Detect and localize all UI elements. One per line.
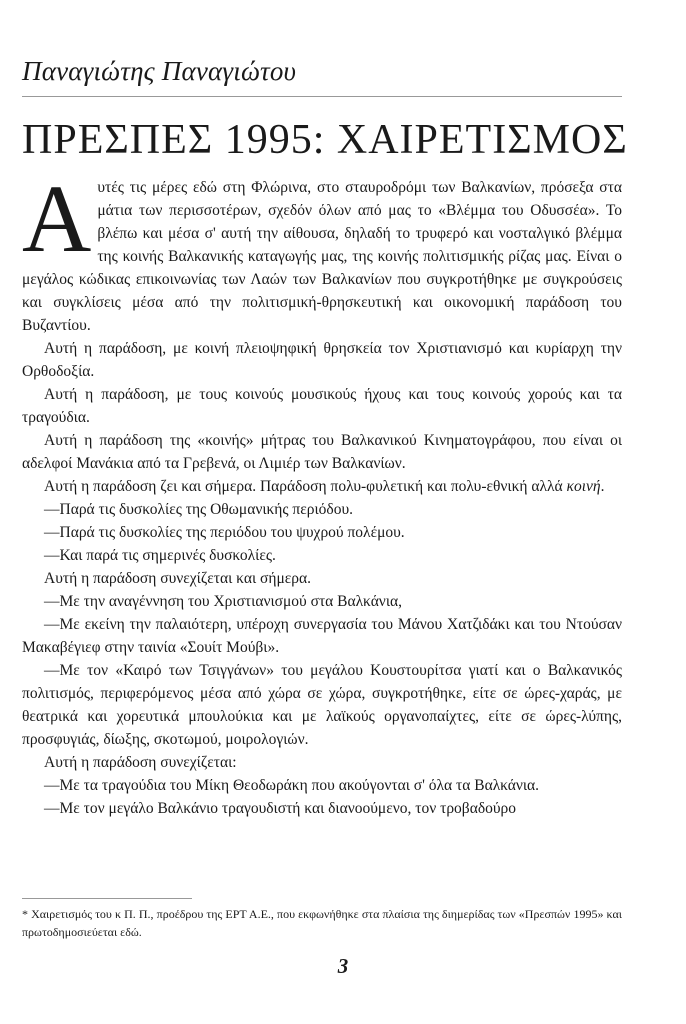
footnote: * Χαιρετισμός του κ Π. Π., προέδρου της ΕΡΤ Α.Ε., που εκφωνήθηκε στα πλαίσια της διημερίδας των «Πρεσπών 1995» και πρωτοδημοσιεύεται εδώ. (22, 907, 622, 939)
paragraph: —Παρά τις δυσκολίες της Οθωμανικής περιόδου. (44, 501, 354, 518)
italic-word: κοινή (566, 478, 601, 495)
paragraph: —Με τα τραγούδια του Μίκη Θεοδωράκη που ακούγονται σ' όλα τα Βαλκάνια. (44, 777, 540, 794)
paragraph: Αυτή η παράδοση συνεχίζεται: (44, 754, 237, 771)
drop-cap: Α (22, 165, 92, 272)
paragraph: Αυτή η παράδοση της «κοινής» μήτρας του Βαλκανικού Κινηματογράφου, που είναι οι αδελφοί Μανάκια από τα Γρεβενά, οι Λιμιέρ των Βαλκανίων. (22, 432, 622, 472)
page-number: 3 (337, 954, 349, 978)
paragraph-intro-text: υτές τις μέρες εδώ στη Φλώρινα, στο σταυροδρόμι των Βαλκανίων, πρόσεξα στα μάτια των περισσοτέρων, σχεδόν όλων από μας το «Βλέμμα του Οδυσσέα». Το βλέπω και μέσα σ' αυτή την αίθουσα, δηλαδή το τρυφερό και νοσταλγικό βλέμμα της κοινής Βαλκανικής καταγωγής μας, της κοινής πολιτισμικής ρίζας μας. Είναι ο μεγάλος κώδικας επικοινωνίας των Λαών των Βαλκανίων που συγκροτήθηκε με συγκρούσεις και συγκλίσεις μέσα από την πολιτισμική-θρησκευτική και οικονομική παράδοση του Βυζαντίου. (22, 179, 622, 334)
paragraph-intro (22, 165, 622, 337)
paragraph: Αυτή η παράδοση, με τους κοινούς μουσικούς ήχους και τους κοινούς χορούς και τα τραγούδια. (22, 386, 622, 426)
author-name: Παναγιώτης Παναγιώτου (22, 56, 297, 86)
article-body (22, 165, 622, 820)
article-title: ΠΡΕΣΠΕΣ 1995: ΧΑΙΡΕΤΙΣΜΟΣ (22, 117, 628, 163)
paragraph (22, 475, 622, 498)
paragraph: Αυτή η παράδοση συνεχίζεται και σήμερα. (44, 570, 312, 587)
footnote-rule (22, 898, 192, 899)
paragraph: —Με τον «Καιρό των Τσιγγάνων» του μεγάλου Κουστουρίτσα γιατί και ο Βαλκανικός πολιτισμός, περιφερόμενος μέσα από χώρα σε χώρα, συγκροτήθηκε, είτε σε ώρες-χαράς, με θεατρικά και χορευτικά μπουλούκια και με λαϊκούς οργανοπαίχτες, είτε σε ώρες-λύπης, προσφυγιάς, δίωξης, σκοτωμού, μοιρολογιών. (22, 662, 622, 748)
paragraph: —Και παρά τις σημερινές δυσκολίες. (44, 547, 276, 564)
paragraph-text: Αυτή η παράδοση ζει και σήμερα. Παράδοση πολυ-φυλετική και πολυ-εθνική αλλά (44, 478, 567, 495)
paragraph: —Με τον μεγάλο Βαλκάνιο τραγουδιστή και διανοούμενο, τον τροβαδούρο (44, 800, 517, 817)
paragraph: —Με εκείνη την παλαιότερη, υπέροχη συνεργασία του Μάνου Χατζιδάκι και του Ντούσαν Μακαβέγιεφ στην ταινία «Σουίτ Μούβι». (22, 616, 622, 656)
paragraph: —Παρά τις δυσκολίες της περιόδου του ψυχρού πολέμου. (44, 524, 405, 541)
paragraph: —Με την αναγέννηση του Χριστιανισμού στα Βαλκάνια, (44, 593, 402, 610)
paragraph: Αυτή η παράδοση, με κοινή πλειοψηφική θρησκεία τον Χριστιανισμό και κυρίαρχη την Ορθοδοξία. (22, 340, 622, 380)
paragraph-end: . (600, 478, 605, 495)
header-rule (22, 96, 622, 97)
